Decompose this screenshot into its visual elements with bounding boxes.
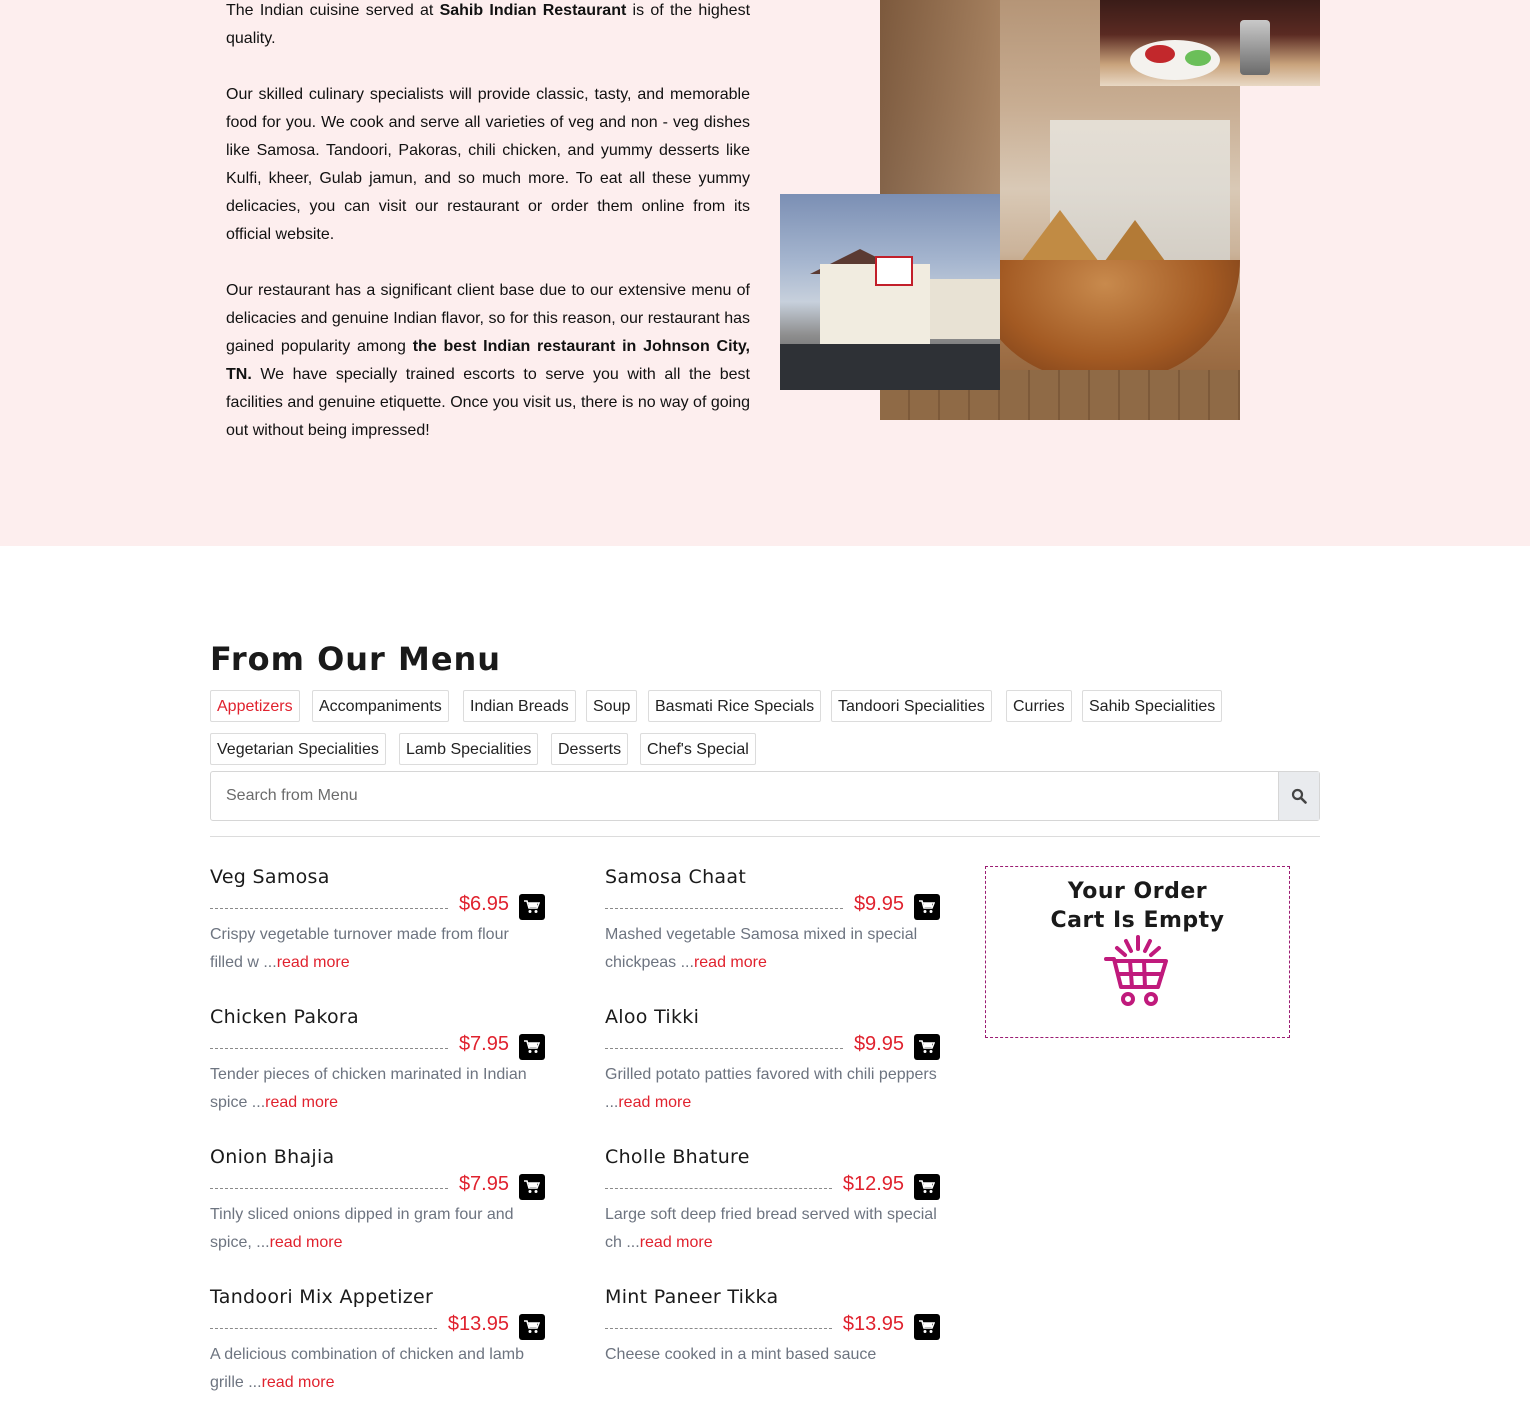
order-cart-panel	[985, 866, 1290, 1038]
item-name: Tandoori Mix Appetizer	[210, 1286, 434, 1308]
cart-icon	[524, 1320, 540, 1334]
item-description: Grilled potato patties favored with chili peppers ...read more	[605, 1066, 937, 1111]
about-text	[226, 0, 750, 473]
add-to-cart-button[interactable]	[519, 1314, 545, 1340]
item-description: Cheese cooked in a mint based sauce	[605, 1346, 877, 1363]
cart-icon	[919, 1320, 935, 1334]
menu-item	[605, 1146, 940, 1276]
add-to-cart-button[interactable]	[914, 1314, 940, 1340]
menu-title: From Our Menu	[210, 640, 502, 678]
add-to-cart-button[interactable]	[914, 1174, 940, 1200]
cart-icon	[524, 1180, 540, 1194]
tab-sahib-specialities[interactable]: Sahib Specialities	[1082, 690, 1222, 722]
add-to-cart-button[interactable]	[519, 1034, 545, 1060]
item-description: Tinly sliced onions dipped in gram four and spice, ...read more	[210, 1206, 514, 1251]
tab-desserts[interactable]: Desserts	[551, 733, 628, 765]
search-icon	[1291, 788, 1307, 804]
about-paragraph-1: The Indian cuisine served at Sahib Indian Restaurant is of the highest quality.	[226, 2, 751, 47]
empty-cart-icon	[1104, 935, 1172, 1007]
add-to-cart-button[interactable]	[519, 1174, 545, 1200]
read-more-link[interactable]: read more	[276, 954, 350, 971]
item-price: $6.95	[458, 893, 509, 915]
about-paragraph-3: Our restaurant has a significant client base due to our extensive menu of delicacies and genuine Indian flavor, so for this reason, our restaurant has gained popularity among the best Indian restaurant in Johnson City, TN. We have specially trained escorts to serve you with all the best facilities and genuine etiquette. Once you visit us, there is no way of going out without being impressed!	[226, 282, 750, 439]
item-description: A delicious combination of chicken and lamb grille ...read more	[210, 1346, 524, 1391]
item-price: $7.95	[458, 1033, 509, 1055]
cart-icon	[524, 1040, 540, 1054]
read-more-link[interactable]: read more	[618, 1094, 692, 1111]
menu-divider	[210, 836, 1320, 837]
tab-soup[interactable]: Soup	[586, 690, 637, 722]
menu-search-input[interactable]	[211, 772, 1279, 820]
item-name: Veg Samosa	[210, 866, 330, 888]
read-more-link[interactable]: read more	[265, 1094, 339, 1111]
cart-icon	[919, 1040, 935, 1054]
read-more-link[interactable]: read more	[693, 954, 767, 971]
item-description: Mashed vegetable Samosa mixed in special chickpeas ...read more	[605, 926, 918, 971]
item-price: $7.95	[458, 1173, 509, 1195]
tab-appetizers[interactable]: Appetizers	[210, 690, 300, 722]
menu-item	[605, 1286, 940, 1387]
tab-curries[interactable]: Curries	[1006, 690, 1072, 722]
menu-item	[210, 1146, 545, 1276]
item-description: Tender pieces of chicken marinated in Indian spice ...read more	[210, 1066, 527, 1111]
item-name: Aloo Tikki	[605, 1006, 700, 1028]
tab-chefs-special[interactable]: Chef's Special	[640, 733, 756, 765]
tab-indian-breads[interactable]: Indian Breads	[463, 690, 576, 722]
restaurant-building-photo	[780, 194, 1000, 390]
best-restaurant-highlight: the best Indian restaurant in Johnson City, TN.	[226, 338, 750, 383]
tab-accompaniments[interactable]: Accompaniments	[312, 690, 449, 722]
item-description: Large soft deep fried bread served with special ch ...read more	[605, 1206, 937, 1251]
item-price: $9.95	[853, 893, 904, 915]
dining-table-photo	[1100, 0, 1320, 86]
add-to-cart-button[interactable]	[914, 1034, 940, 1060]
restaurant-name: Sahib Indian Restaurant	[439, 2, 627, 19]
cart-icon	[919, 900, 935, 914]
item-name: Samosa Chaat	[605, 866, 747, 888]
menu-item	[605, 866, 940, 996]
read-more-link[interactable]: read more	[261, 1374, 335, 1391]
tab-tandoori-specialities[interactable]: Tandoori Specialities	[831, 690, 992, 722]
about-paragraph-2: Our skilled culinary specialists will provide classic, tasty, and memorable food for you. We cook and serve all varieties of veg and non - veg dishes like Samosa. Tandoori, Pakoras, chili chicken, and yummy desserts like Kulfi, kheer, Gulab jamun, and so much more. To eat all these yummy delicacies, you can visit our restaurant or order them online from its official website.	[226, 86, 750, 243]
item-price: $13.95	[842, 1313, 904, 1335]
add-to-cart-button[interactable]	[914, 894, 940, 920]
tab-lamb-specialities[interactable]: Lamb Specialities	[399, 733, 538, 765]
read-more-link[interactable]: read more	[269, 1234, 343, 1251]
menu-search	[210, 771, 1320, 821]
search-button[interactable]	[1278, 772, 1319, 820]
item-name: Mint Paneer Tikka	[605, 1286, 779, 1308]
menu-item	[605, 1006, 940, 1136]
item-price: $9.95	[853, 1033, 904, 1055]
item-name: Chicken Pakora	[210, 1006, 359, 1028]
menu-item	[210, 866, 545, 996]
menu-item	[210, 1286, 545, 1416]
item-name: Onion Bhajia	[210, 1146, 335, 1168]
cart-icon	[524, 900, 540, 914]
cart-icon	[919, 1180, 935, 1194]
tab-vegetarian-specialities[interactable]: Vegetarian Specialities	[210, 733, 386, 765]
tab-basmati-rice-specials[interactable]: Basmati Rice Specials	[648, 690, 821, 722]
item-price: $12.95	[842, 1173, 904, 1195]
item-price: $13.95	[447, 1313, 509, 1335]
add-to-cart-button[interactable]	[519, 894, 545, 920]
read-more-link[interactable]: read more	[639, 1234, 713, 1251]
menu-item	[210, 1006, 545, 1136]
order-title: Your Order Cart Is Empty	[1050, 879, 1225, 933]
about-section	[0, 0, 1530, 546]
item-description: Crispy vegetable turnover made from flour filled w ...read more	[210, 926, 509, 971]
item-name: Cholle Bhature	[605, 1146, 750, 1168]
